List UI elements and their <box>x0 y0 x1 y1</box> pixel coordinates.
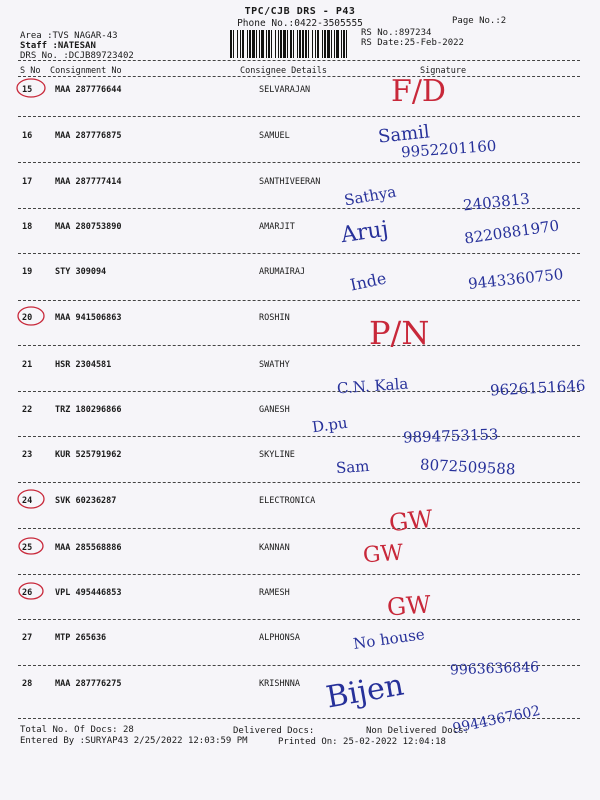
row-sno: 21 <box>22 360 33 370</box>
row-sno: 23 <box>22 450 33 460</box>
signature: Inde <box>348 268 388 295</box>
row-consignee: ARUMAIRAJ <box>259 267 306 277</box>
signature-gw: GW <box>386 590 432 622</box>
row-sno: 20 <box>22 313 33 323</box>
row-sno: 24 <box>22 496 33 506</box>
row-consignee: RAMESH <box>259 588 290 598</box>
signature-gw: GW <box>387 504 435 538</box>
area-label: Area :TVS NAGAR-43 <box>20 31 118 41</box>
row-consignment: MTP 265636 <box>55 633 107 643</box>
row-consignee: KANNAN <box>259 543 290 553</box>
rs-number: RS No.:897234 <box>361 28 432 38</box>
col-signature: Signature <box>420 66 467 76</box>
row-sno: 28 <box>22 679 33 689</box>
row-consignment: STY 309094 <box>55 267 107 277</box>
row-consignment: MAA 287776875 <box>55 131 122 141</box>
signature-phone: 9894753153 <box>402 425 499 447</box>
signature-phone: 9952201160 <box>400 136 497 162</box>
signature: Samil <box>377 121 431 148</box>
signature-phone: 9443360750 <box>467 265 565 293</box>
row-sno: 15 <box>22 85 33 95</box>
signature-gw: GW <box>362 540 405 569</box>
signature-fd: F/D <box>391 74 446 109</box>
row-sno: 27 <box>22 633 33 643</box>
signature: Sam <box>335 456 371 478</box>
staff-label: Staff :NATESAN <box>20 41 96 51</box>
row-sno: 26 <box>22 588 33 598</box>
circle-mark <box>18 307 44 325</box>
signature-pn: P/N <box>369 314 430 352</box>
signature-phone: 8220881970 <box>463 216 561 248</box>
row-sno: 17 <box>22 177 33 187</box>
signature-phone: 2403813 <box>462 189 531 215</box>
signature-phone: 8072509588 <box>419 455 516 479</box>
signature-phone: 9626151646 <box>489 376 586 400</box>
row-consignment: MAA 280753890 <box>55 222 122 232</box>
row-consignment: KUR 525791962 <box>55 450 122 460</box>
signature: Bijen <box>323 667 407 716</box>
row-sno: 18 <box>22 222 33 232</box>
circle-mark <box>19 583 43 599</box>
signature-phone: 9963636846 <box>449 659 540 679</box>
row-consignment: MAA 285568886 <box>55 543 122 553</box>
row-consignee: SKYLINE <box>259 450 295 460</box>
signature: C.N. Kala <box>336 374 409 398</box>
signature: D.pu <box>310 413 349 437</box>
row-consignee: ELECTRONICA <box>259 496 316 506</box>
row-consignee: SAMUEL <box>259 131 290 141</box>
row-consignee: SWATHY <box>259 360 290 370</box>
signature-note: No house <box>352 625 426 653</box>
row-consignment: HSR 2304581 <box>55 360 112 370</box>
row-sno: 19 <box>22 267 33 277</box>
phone-number: Phone No.:0422-3505555 <box>237 18 363 29</box>
non-delivered-docs: Non Delivered Docs: <box>366 726 469 736</box>
row-consignee: ROSHIN <box>259 313 290 323</box>
delivered-docs: Delivered Docs: <box>233 726 315 736</box>
printed-on: Printed On: 25-02-2022 12:04:18 <box>278 737 446 747</box>
row-sno: 25 <box>22 543 33 553</box>
row-consignment: MAA 287776275 <box>55 679 122 689</box>
row-consignment: MAA 287776644 <box>55 85 122 95</box>
rs-date: RS Date:25-Feb-2022 <box>361 38 464 48</box>
circle-mark <box>19 538 43 554</box>
row-consignee: ALPHONSA <box>259 633 300 643</box>
row-consignee: AMARJIT <box>259 222 295 232</box>
circle-mark <box>17 79 45 97</box>
row-sno: 22 <box>22 405 33 415</box>
row-consignee: GANESH <box>259 405 290 415</box>
row-consignment: MAA 941506863 <box>55 313 122 323</box>
circle-mark <box>18 490 44 508</box>
drs-number: DRS No. :DCJB89723402 <box>20 51 134 61</box>
signature: Sathya <box>342 182 398 210</box>
signature-phone: 9944367602 <box>451 702 542 738</box>
row-sno: 16 <box>22 131 33 141</box>
row-consignee: SANTHIVEERAN <box>259 177 321 187</box>
entered-by: Entered By :SURYAP43 2/25/2022 12:03:59 PM <box>20 736 248 746</box>
col-consignee: Consignee Details <box>240 66 327 76</box>
drs-title: TPC/CJB DRS - P43 <box>244 6 356 17</box>
page-number: Page No.:2 <box>452 16 507 26</box>
col-consignment: Consignment No <box>50 66 122 76</box>
row-consignee: SELVARAJAN <box>259 85 311 95</box>
total-docs: Total No. Of Docs: 28 <box>20 725 134 735</box>
row-consignment: TRZ 180296866 <box>55 405 122 415</box>
row-consignee: KRISHNNA <box>259 679 300 689</box>
col-sno: S No <box>20 66 41 76</box>
row-consignment: VPL 495446853 <box>55 588 122 598</box>
row-consignment: SVK 60236287 <box>55 496 117 506</box>
signature: Aruj <box>339 216 390 249</box>
row-consignment: MAA 287777414 <box>55 177 122 187</box>
